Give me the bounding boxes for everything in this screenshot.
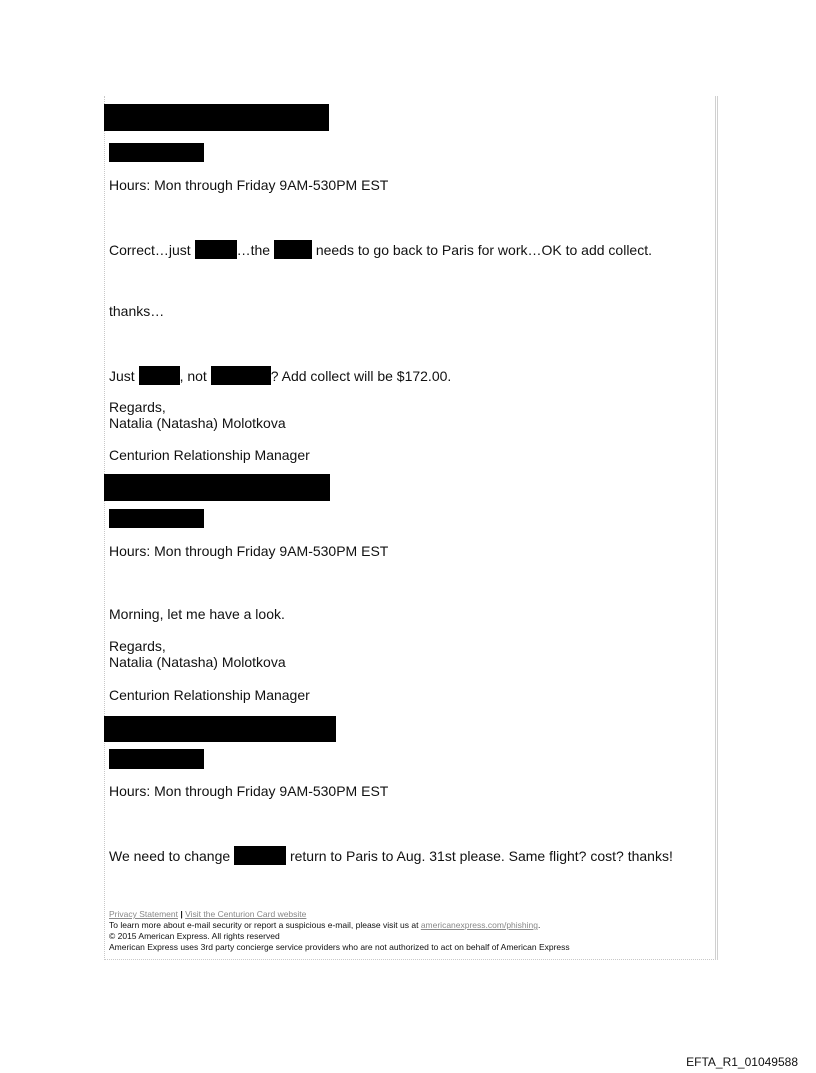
signature-title: Centurion Relationship Manager <box>109 447 310 463</box>
document-id: EFTA_R1_01049588 <box>686 1055 798 1069</box>
message-part: Just <box>109 368 135 384</box>
footer-links <box>109 909 306 920</box>
message-text <box>109 366 451 385</box>
email-frame <box>104 96 718 960</box>
message-part: …the <box>236 242 271 258</box>
footer-disclaimer: American Express uses 3rd party concierge service providers who are not authorized to act on behalf of American Express <box>109 942 570 952</box>
redaction <box>195 240 237 259</box>
footer-security-line <box>109 920 540 931</box>
hours-text: Hours: Mon through Friday 9AM-530PM EST <box>109 177 389 193</box>
redacted-phone <box>109 509 204 528</box>
security-text: To learn more about e-mail security or report a suspicious e-mail, please visit us at <box>109 920 419 930</box>
hours-text: Hours: Mon through Friday 9AM-530PM EST <box>109 543 389 559</box>
message-text <box>109 240 652 259</box>
centurion-website-link[interactable]: Visit the Centurion Card website <box>185 909 307 919</box>
privacy-statement-link[interactable]: Privacy Statement <box>109 909 178 919</box>
thanks-text: thanks… <box>109 303 165 319</box>
security-end: . <box>537 920 541 930</box>
message-part: return to Paris to Aug. 31st please. Same flight? cost? thanks! <box>289 848 673 864</box>
message-part: ? Add collect will be $172.00. <box>270 368 452 384</box>
redacted-phone <box>109 143 204 162</box>
redaction <box>234 846 286 865</box>
footer-copyright: © 2015 American Express. All rights reserved <box>109 931 280 941</box>
footer-separator: | <box>180 909 183 919</box>
redacted-sender-header <box>104 474 330 501</box>
signature-name: Natalia (Natasha) Molotkova <box>109 415 286 431</box>
redacted-sender-header <box>104 104 329 131</box>
redaction <box>211 366 271 385</box>
message-part: needs to go back to Paris for work…OK to add collect. <box>315 242 652 258</box>
hours-text: Hours: Mon through Friday 9AM-530PM EST <box>109 783 389 799</box>
redaction <box>274 240 312 259</box>
message-part: Correct…just <box>109 242 191 258</box>
message-part: , not <box>179 368 207 384</box>
regards-text: Regards, <box>109 399 166 415</box>
redaction <box>139 366 180 385</box>
signature-title: Centurion Relationship Manager <box>109 687 310 703</box>
message-text <box>109 846 673 865</box>
regards-text: Regards, <box>109 638 166 654</box>
signature-name: Natalia (Natasha) Molotkova <box>109 654 286 670</box>
redacted-sender-header <box>104 716 336 742</box>
redacted-phone <box>109 749 204 769</box>
message-part: We need to change <box>109 848 231 864</box>
phishing-link[interactable]: americanexpress.com/phishing <box>420 920 538 930</box>
message-text: Morning, let me have a look. <box>109 606 285 622</box>
